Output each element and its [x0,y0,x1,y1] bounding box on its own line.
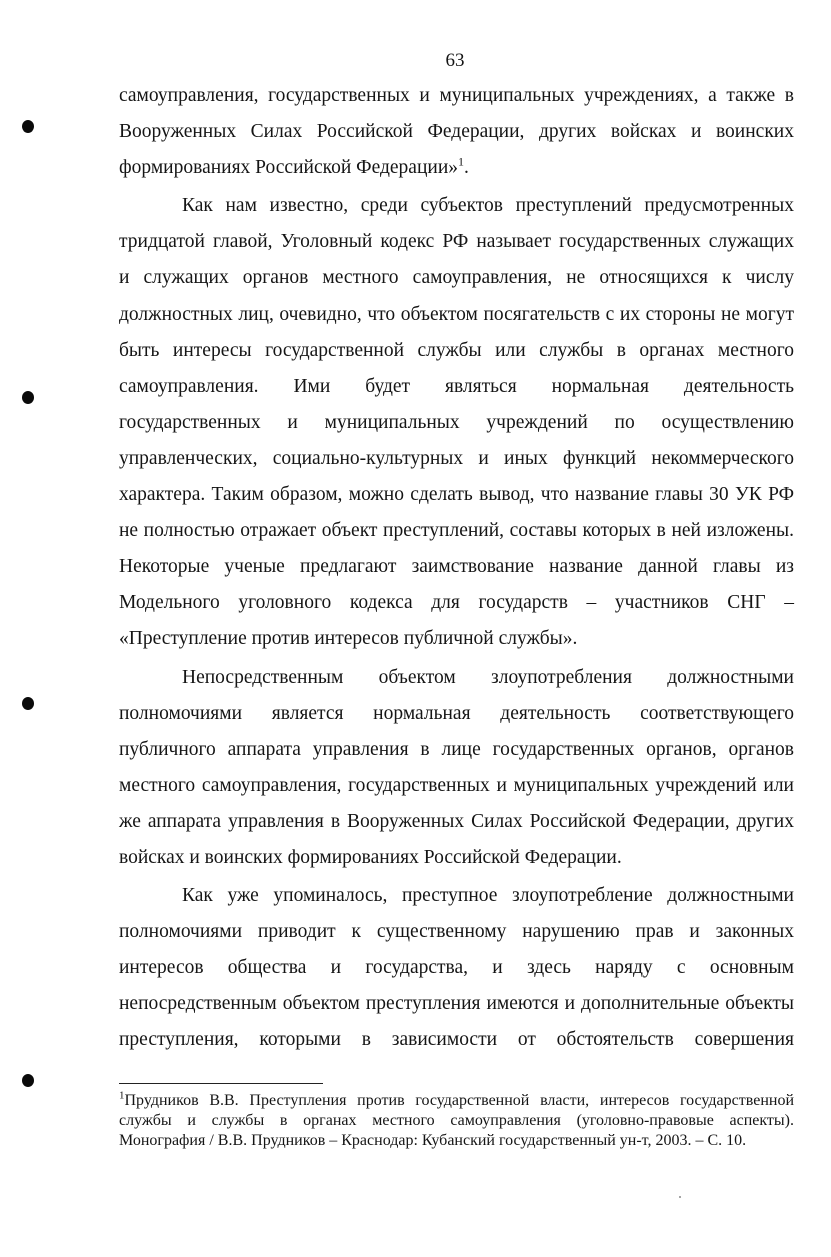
punch-hole-icon [22,697,34,710]
footnote-line: службы и службы в органах местного самоуправления (уголовно-правовые аспекты). [119,1112,794,1129]
text-line: должностных лиц, очевидно, что объектом посягательств с их стороны не могут [119,303,794,325]
text-line: быть интересы государственной службы или службы в органах местного [119,339,794,361]
text-line: тридцатой главой, Уголовный кодекс РФ называет государственных служащих [119,231,794,253]
text-line: войсках и воинских формированиях Российской Федерации. [119,846,622,868]
footnote [119,1091,794,1151]
text-line: местного самоуправления, государственных и муниципальных учреждений или [119,774,794,796]
footnote-line: $^1$Прудников В.В. Преступления против государственной власти, интересов государственной [119,1089,794,1109]
text-line: самоуправления, государственных и муниципальных учреждениях, а также в [119,85,794,106]
punch-hole-icon [22,1074,34,1087]
body-text [119,78,794,1059]
text-line: Некоторые ученые предлагают заимствование название данной главы из [119,556,794,578]
scan-speck [679,1196,681,1198]
text-line: государственных и муниципальных учреждений по осуществлению [119,411,794,433]
text-line: полномочиями приводит к существенному нарушению прав и законных [119,921,794,943]
text-line: публичного аппарата управления в лице государственных органов, органов [119,738,794,760]
text-line: интересов общества и государства, и здесь наряду с основным [119,957,794,979]
text-line: управленческих, социально-культурных и иных функций некоммерческого [119,447,794,469]
footnote-reference[interactable]: 1 [458,154,465,169]
text-line: и служащих органов местного самоуправления, не относящихся к числу [119,267,794,289]
footnote-separator [119,1083,323,1084]
text-line: самоуправления. Ими будет являться нормальная деятельность [119,375,794,397]
text-line: характера. Таким образом, можно сделать вывод, что название главы 30 УК РФ [119,484,794,506]
punch-hole-icon [22,120,34,133]
text-line: «Преступление против интересов публичной службы». [119,628,578,650]
page-number: 63 [445,50,465,71]
footnote-marker: 1 [119,1089,125,1102]
text-line: формированиях Российской Федерации»$^1$. [119,154,469,179]
text-line: полномочиями является нормальная деятельность соответствующего [119,702,794,724]
paragraph-first-line: Как уже упоминалось, преступное злоупотребление должностными [182,885,794,907]
text-line: преступления, которыми в зависимости от обстоятельств совершения [119,1029,794,1051]
footnote-line: Монография / В.В. Прудников – Краснодар: Кубанский государственный ун-т, 2003. – С. 10. [119,1132,747,1149]
paragraph-first-line: Непосредственным объектом злоупотребления должностными [182,666,794,688]
punch-hole-icon [22,391,34,404]
paragraph-first-line: Как нам известно, среди субъектов преступлений предусмотренных [182,195,794,217]
text-line: же аппарата управления в Вооруженных Силах Российской Федерации, других [119,810,794,832]
text-line: не полностью отражает объект преступлений, составы которых в ней изложены. [119,520,794,542]
text-line: непосредственным объектом преступления имеются и дополнительные объекты [119,993,794,1015]
text-line: Вооруженных Силах Российской Федерации, других войсках и воинских [119,121,794,143]
text-line: Модельного уголовного кодекса для государств – участников СНГ – [119,592,794,614]
